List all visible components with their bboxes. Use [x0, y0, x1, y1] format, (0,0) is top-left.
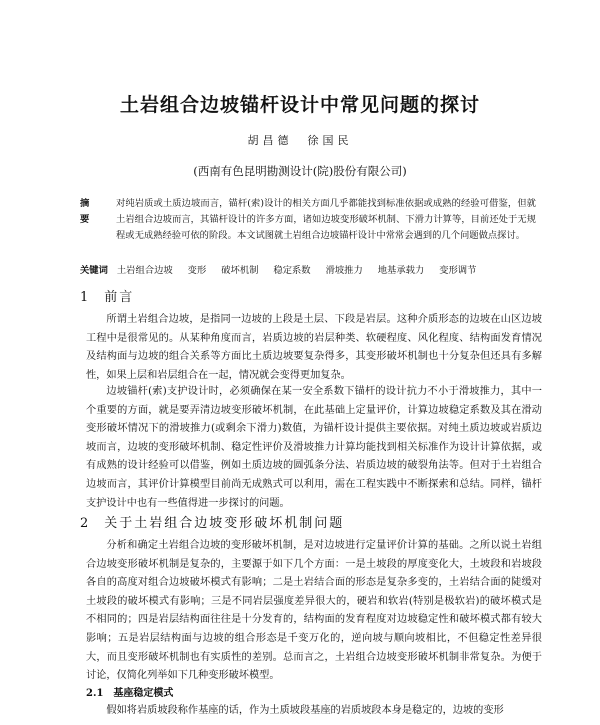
- section-number: 1: [80, 290, 91, 305]
- abstract-text: 对纯岩质或土质边坡而言，锚杆(索)设计的相关方面几乎都能找到标准依据或成熟的经验可借鉴，但就土岩组合边坡而言，其锚杆设计的许多方面，诸如边坡变形破坏机制、下滑力计算等，目前还处于无规程或无成熟经验可依的阶段。本文试图就土岩组合边坡锚杆设计中常常会遇到的几个问题做点探讨。: [116, 198, 536, 242]
- keyword: 变形调节: [439, 265, 477, 276]
- paragraph: 边坡锚杆(索)支护设计时，必须确保在某一安全系数下锚杆的设计抗力不小于滑坡推力，其中一个重要的方面，就是要弄清边坡变形破坏机制，在此基础上定量评价，计算边坡稳定系数及其在滑动变形破坏情况下的滑坡推力(或剩余下滑力)数值，为锚杆设计提供主要依据。对纯土质边坡或岩质边坡而言，边坡的变形破坏机制、稳定性评价及滑坡推力计算均能找到相关标准作为设计计算依据，或有成熟的设计经验可以借鉴，例如土质边坡的圆弧条分法、岩质边坡的破裂角法等。但对于土岩组合边坡而言，其评价计算模型目前尚无成熟式可以利用，需在工程实践中不断探索和总结。同样，锚杆支护设计中也有一些值得进一步探讨的问题。: [86, 386, 542, 509]
- paragraph: 假如将岩质坡段称作基座的话，作为土质坡段基座的岩质坡段本身是稳定的，边坡的变形: [106, 705, 504, 716]
- section-number: 2: [80, 516, 91, 531]
- keyword: 滑坡推力: [325, 265, 363, 276]
- paragraph: 分析和确定土岩组合边坡的变形破坏机制，是对边坡进行定量评价计算的基础。之所以说土岩组合边坡变形破坏机制是复杂的，主要源于如下几个方面：一是土坡段的厚度变化大，土坡段和岩坡段各自的高度对组合边坡破坏模式有影响；二是土岩结合面的形态是复杂多变的，土岩结合面的陡缓对土坡段的破坏模式有影响；三是不同岩层强度差异很大的，硬岩和软岩(特别是极软岩)的破坏模式是不相同的；四是岩层结构面往往是十分发育的，结构面的发育程度对边坡稳定性和破坏模式都有较大影响；五是岩层结构面与边坡的组合形态是千变万化的，逆向坡与顺向坡相比，不但稳定性差异很大，而且变形破坏机制也有实质性的差别。总而言之，土岩组合边坡变形破坏机制非常复杂。为便于讨论，仅简化列举如下几种变形破坏模型。: [86, 540, 542, 682]
- keyword: 地基承载力: [377, 265, 425, 276]
- section-title: 关于土岩组合边坡变形破坏机制问题: [104, 516, 345, 531]
- section-title: 前言: [104, 290, 135, 305]
- affiliation: (西南有色昆明勘测设计(院)股份有限公司): [193, 164, 407, 178]
- subsection-number: 2.1: [86, 688, 104, 699]
- section-heading: [80, 286, 134, 305]
- subsection-heading: [86, 684, 173, 699]
- keyword: 破坏机制: [221, 265, 259, 276]
- paragraph: 所谓土岩组合边坡，是指同一边坡的上段是土层、下段是岩层。这种介质形态的边坡在山区边坡工程中是很常见的。从某种角度而言，岩质边坡的岩层种类、软硬程度、风化程度、结构面发育情况及结构面与边坡的组合关系等方面比土质边坡要复杂得多，其变形破坏机制也十分复杂但还具有多解性，如果上层和岩层组合在一起，情况就会变得更加复杂。: [86, 314, 542, 381]
- paper-title: 土岩组合边坡锚杆设计中常见问题的探讨: [119, 94, 480, 116]
- abstract: [80, 196, 536, 245]
- authors: 胡昌德 徐国民: [247, 134, 353, 147]
- abstract-label: 摘要: [80, 198, 98, 226]
- keyword: 变形: [187, 265, 207, 276]
- keyword: 土岩组合边坡: [116, 265, 173, 276]
- subsection-title: 基座稳定模式: [113, 688, 174, 699]
- keyword: 稳定系数: [273, 265, 311, 276]
- section-heading: [80, 512, 344, 531]
- keywords-label: 关键词: [80, 265, 108, 276]
- keywords: [80, 262, 550, 276]
